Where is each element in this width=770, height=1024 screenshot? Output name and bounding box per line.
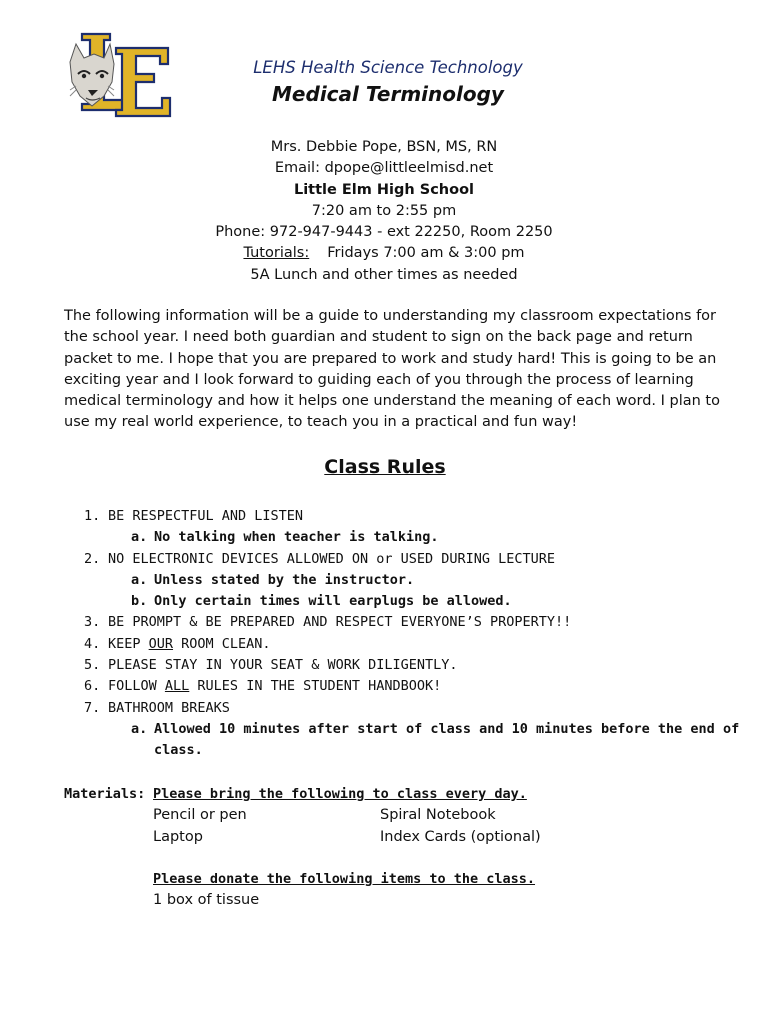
school-hours: 7:20 am to 2:55 pm	[311, 202, 457, 219]
rule-number: 4.	[84, 635, 101, 652]
intro-line: packet to me. I hope that you are prepared to work and study hard! This is going to be an	[64, 350, 717, 367]
material-item: Spiral Notebook	[380, 807, 496, 824]
rule-text: BE RESPECTFUL AND LISTEN	[108, 508, 304, 524]
rule-text: BE PROMPT & BE PREPARED AND RESPECT EVERYONE’S PROPERTY!!	[108, 614, 572, 631]
rule-item	[84, 506, 724, 527]
teacher-name: Mrs. Debbie Pope, BSN, MS, RN	[270, 139, 498, 155]
class-rules-heading: Class Rules	[324, 456, 446, 478]
school-name: Little Elm High School	[293, 181, 475, 198]
tutorials-line	[0, 243, 768, 264]
material-row	[153, 805, 713, 826]
material-item: Index Cards (optional)	[380, 828, 541, 845]
rule-number: 2.	[84, 550, 101, 567]
rule-item	[84, 655, 724, 676]
rule-letter: b.	[131, 593, 148, 610]
intro-line: the school year. I need both guardian and student to sign on the back page and return	[64, 329, 693, 346]
rule-text: ROOM CLEAN.	[173, 635, 271, 652]
rule-letter: a.	[131, 720, 148, 737]
rule-number: 1.	[84, 508, 101, 524]
materials-label: Materials:	[64, 786, 146, 802]
intro-line: The following information will be a guide to understanding my classroom expectations for	[64, 308, 717, 324]
tutorials-label: Tutorials:	[243, 245, 310, 262]
rule-number: 7.	[84, 699, 101, 716]
rule-item	[84, 634, 724, 655]
rule-text: FOLLOW	[108, 678, 165, 695]
rule-subitem	[84, 591, 724, 612]
class-rules-list	[84, 506, 740, 762]
rule-text: PLEASE STAY IN YOUR SEAT & WORK DILIGENTLY.	[108, 657, 458, 674]
donate-item: 1 box of tissue	[153, 892, 260, 909]
rule-number: 3.	[84, 614, 101, 631]
rule-emphasis: OUR	[148, 635, 174, 652]
rule-text: Only certain times will earplugs be allowed.	[154, 593, 512, 610]
material-row	[153, 827, 713, 848]
rule-item	[84, 676, 724, 697]
rule-text: Unless stated by the instructor.	[154, 571, 415, 588]
rule-subitem-continuation: class.	[154, 742, 203, 759]
phone-number: Phone: 972-947-9443 - ext 22250, Room 2250	[215, 224, 553, 241]
donate-heading: Please donate the following items to the class.	[153, 871, 536, 888]
rule-number: 6.	[84, 678, 101, 695]
material-item: Pencil or pen	[153, 807, 247, 824]
rule-subitem	[84, 527, 724, 548]
rule-subitem	[84, 719, 740, 740]
rule-emphasis: ALL	[164, 678, 190, 695]
material-item: Laptop	[153, 828, 203, 845]
materials-content	[153, 784, 713, 912]
rule-text: KEEP	[108, 635, 149, 652]
contact-block	[0, 137, 768, 286]
rule-letter: a.	[131, 571, 148, 588]
tutorials-times: Fridays 7:00 am & 3:00 pm	[327, 245, 525, 262]
rule-number: 5.	[84, 657, 101, 674]
rule-text: Allowed 10 minutes after start of class and 10 minutes before the end of	[154, 720, 740, 737]
rule-subitem	[84, 570, 724, 591]
spacer	[153, 848, 713, 869]
rule-text: RULES IN THE STUDENT HANDBOOK!	[189, 678, 442, 695]
rule-text: BATHROOM BREAKS	[108, 699, 230, 716]
rule-text: No talking when teacher is talking.	[154, 529, 439, 546]
rule-text: NO ELECTRONIC DEVICES ALLOWED ON or USED DURING LECTURE	[108, 550, 556, 567]
intro-line: exciting year and I look forward to guiding each of you through the process of learning	[64, 371, 694, 388]
rule-item	[84, 698, 724, 719]
rule-item	[84, 612, 724, 633]
intro-line: use my real world experience, to teach you in a practical and fun way!	[64, 414, 578, 431]
intro-paragraph	[64, 306, 720, 434]
lunch-times: 5A Lunch and other times as needed	[250, 266, 518, 283]
teacher-email: Email: dpope@littleelmisd.net	[274, 160, 494, 177]
rule-item	[84, 549, 724, 570]
department-title: LEHS Health Science Technology	[253, 58, 523, 77]
course-title: Medical Terminology	[272, 82, 504, 106]
rule-letter: a.	[131, 529, 148, 546]
bring-heading: Please bring the following to class every day.	[153, 786, 527, 802]
intro-line: medical terminology and how it helps one understand the meaning of each word. I plan to	[64, 393, 720, 410]
